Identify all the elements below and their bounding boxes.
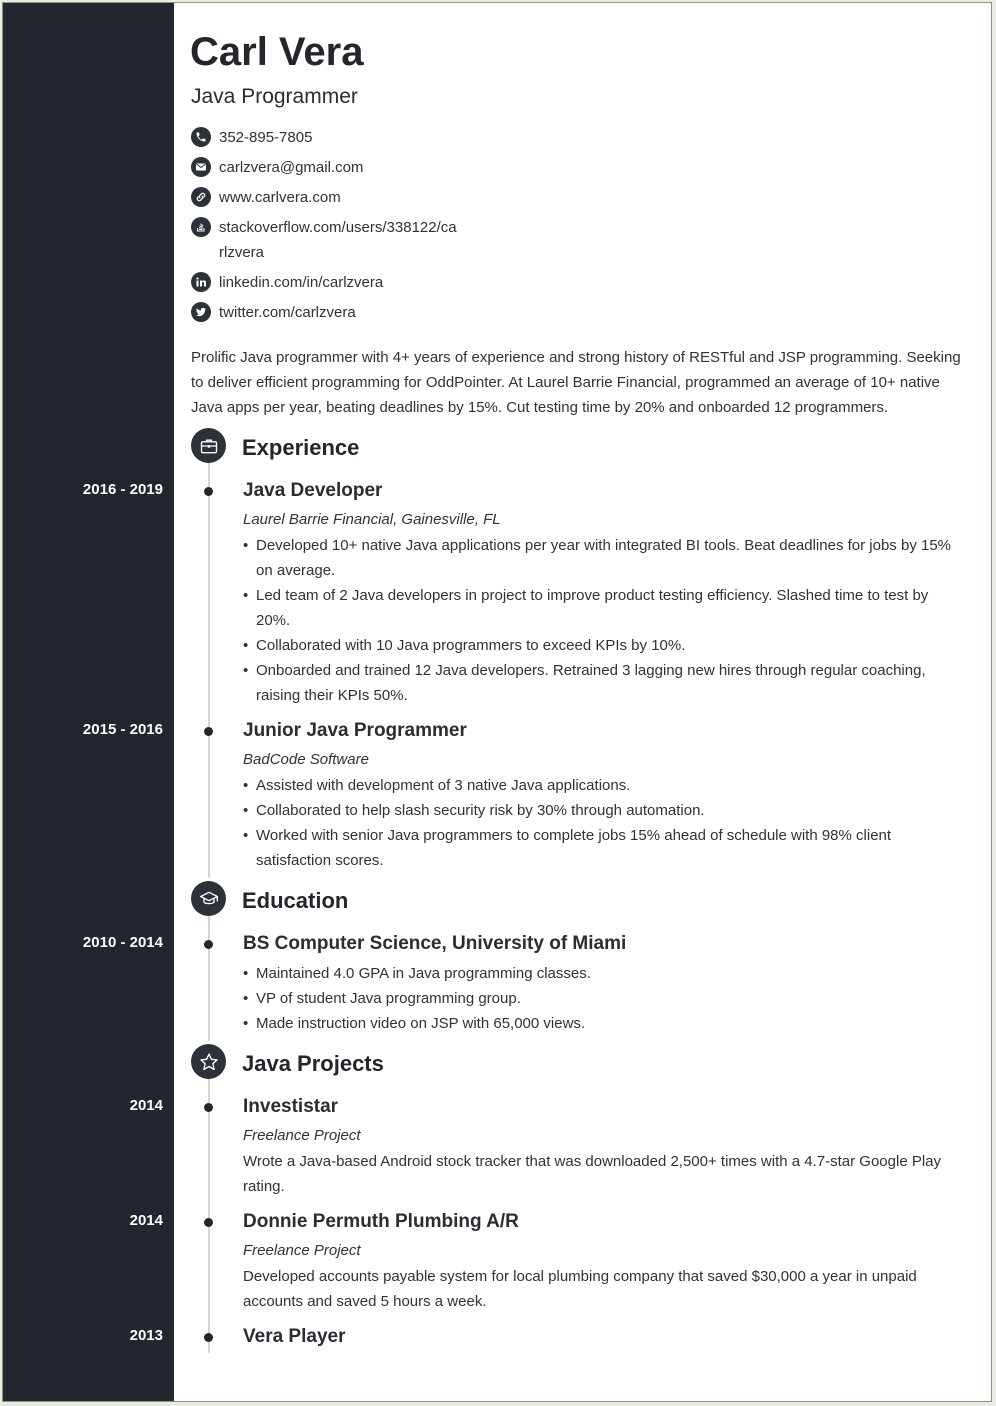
project-description: Developed accounts payable system for local plumbing company that saved $30,000 a year in unpaid accounts and saved 5 hours a week. — [243, 1268, 917, 1310]
education-dates: 2010 - 2014 — [82, 934, 163, 951]
project-subtitle: Freelance Project — [243, 1242, 361, 1259]
email-icon — [191, 157, 211, 177]
job-dates: 2016 - 2019 — [82, 481, 163, 498]
timeline-line-projects — [208, 1078, 210, 1353]
bullet-item: • Collaborated to help slash security risk by 30% through automation. — [243, 798, 933, 823]
phone-text: 352-895-7805 — [219, 129, 313, 146]
link-icon — [191, 187, 211, 207]
bullet-item: • VP of student Java programming group. — [243, 986, 943, 1011]
timeline-dot — [204, 1333, 213, 1342]
email-text: carlzvera@gmail.com — [219, 159, 364, 176]
bullet-item: • Made instruction video on JSP with 65,000 views. — [243, 1011, 943, 1036]
bullet-item: • Developed 10+ native Java applications per year with integrated BI tools. Beat deadlines for jobs by 15% on average. — [243, 533, 963, 583]
linkedin-icon — [191, 272, 211, 292]
bullet-item: • Led team of 2 Java developers in project to improve product testing efficiency. Slashed time to test by 20%. — [243, 583, 963, 633]
timeline-line-education — [208, 915, 210, 1041]
job-title-entry: Java Developer — [243, 480, 383, 501]
bullet-item: • Worked with senior Java programmers to complete jobs 15% ahead of schedule with 98% client satisfaction scores. — [243, 823, 933, 873]
project-dates: 2013 — [129, 1327, 163, 1344]
job-dates: 2015 - 2016 — [82, 721, 163, 738]
website-text: www.carlvera.com — [219, 189, 341, 206]
degree-title: BS Computer Science, University of Miami — [243, 933, 627, 954]
briefcase-icon — [191, 428, 226, 463]
timeline-line-experience — [208, 463, 210, 878]
bullet-item: • Maintained 4.0 GPA in Java programming classes. — [243, 961, 943, 986]
timeline-dot — [204, 727, 213, 736]
section-title-education: Education — [242, 888, 349, 913]
job-company: BadCode Software — [243, 751, 369, 768]
star-icon — [191, 1044, 226, 1079]
project-title: Donnie Permuth Plumbing A/R — [243, 1211, 519, 1232]
project-dates: 2014 — [129, 1212, 163, 1229]
bullet-item: • Assisted with development of 3 native Java applications. — [243, 773, 933, 798]
job-title: Java Programmer — [191, 85, 358, 108]
resume-page — [2, 2, 992, 1402]
job-title-entry: Junior Java Programmer — [243, 720, 467, 741]
sidebar — [3, 3, 174, 1401]
stackoverflow-icon — [191, 217, 211, 237]
summary-paragraph: Prolific Java programmer with 4+ years of experience and strong history of RESTful and JSP programming. Seeking to deliver efficient programming for OddPointer. At Laurel Barrie Financial, programmed an average of 10+ native Java apps per year, beating deadlines by 15%. Cut testing time by 20% and onboarded 12 programmers. — [191, 349, 961, 416]
linkedin-text: linkedin.com/in/carlzvera — [219, 274, 384, 291]
stackoverflow-text-cont: rlzvera — [219, 244, 265, 261]
bullet-item: • Onboarded and trained 12 Java developers. Retrained 3 lagging new hires through regular coaching, raising their KPIs 50%. — [243, 658, 963, 708]
section-title-projects: Java Projects — [242, 1051, 384, 1076]
section-title-experience: Experience — [242, 435, 360, 460]
project-title: Investistar — [243, 1096, 339, 1117]
bullet-item: • Collaborated with 10 Java programmers to exceed KPIs by 10%. — [243, 633, 963, 658]
project-dates: 2014 — [129, 1097, 163, 1114]
timeline-dot — [204, 940, 213, 949]
timeline-dot — [204, 1218, 213, 1227]
project-subtitle: Freelance Project — [243, 1127, 361, 1144]
project-title: Vera Player — [243, 1326, 346, 1347]
candidate-name: Carl Vera — [190, 30, 364, 74]
timeline-dot — [204, 1103, 213, 1112]
job-bullets — [243, 533, 963, 708]
education-bullets — [243, 961, 943, 1036]
job-company: Laurel Barrie Financial, Gainesville, FL — [243, 511, 501, 528]
timeline-dot — [204, 487, 213, 496]
twitter-icon — [191, 302, 211, 322]
job-bullets — [243, 773, 933, 873]
project-description: Wrote a Java-based Android stock tracker that was downloaded 2,500+ times with a 4.7-star Google Play rating. — [243, 1153, 942, 1195]
phone-icon — [191, 127, 211, 147]
stackoverflow-text: stackoverflow.com/users/338122/ca — [219, 219, 457, 236]
graduation-cap-icon — [191, 881, 226, 916]
twitter-text: twitter.com/carlzvera — [219, 304, 356, 321]
